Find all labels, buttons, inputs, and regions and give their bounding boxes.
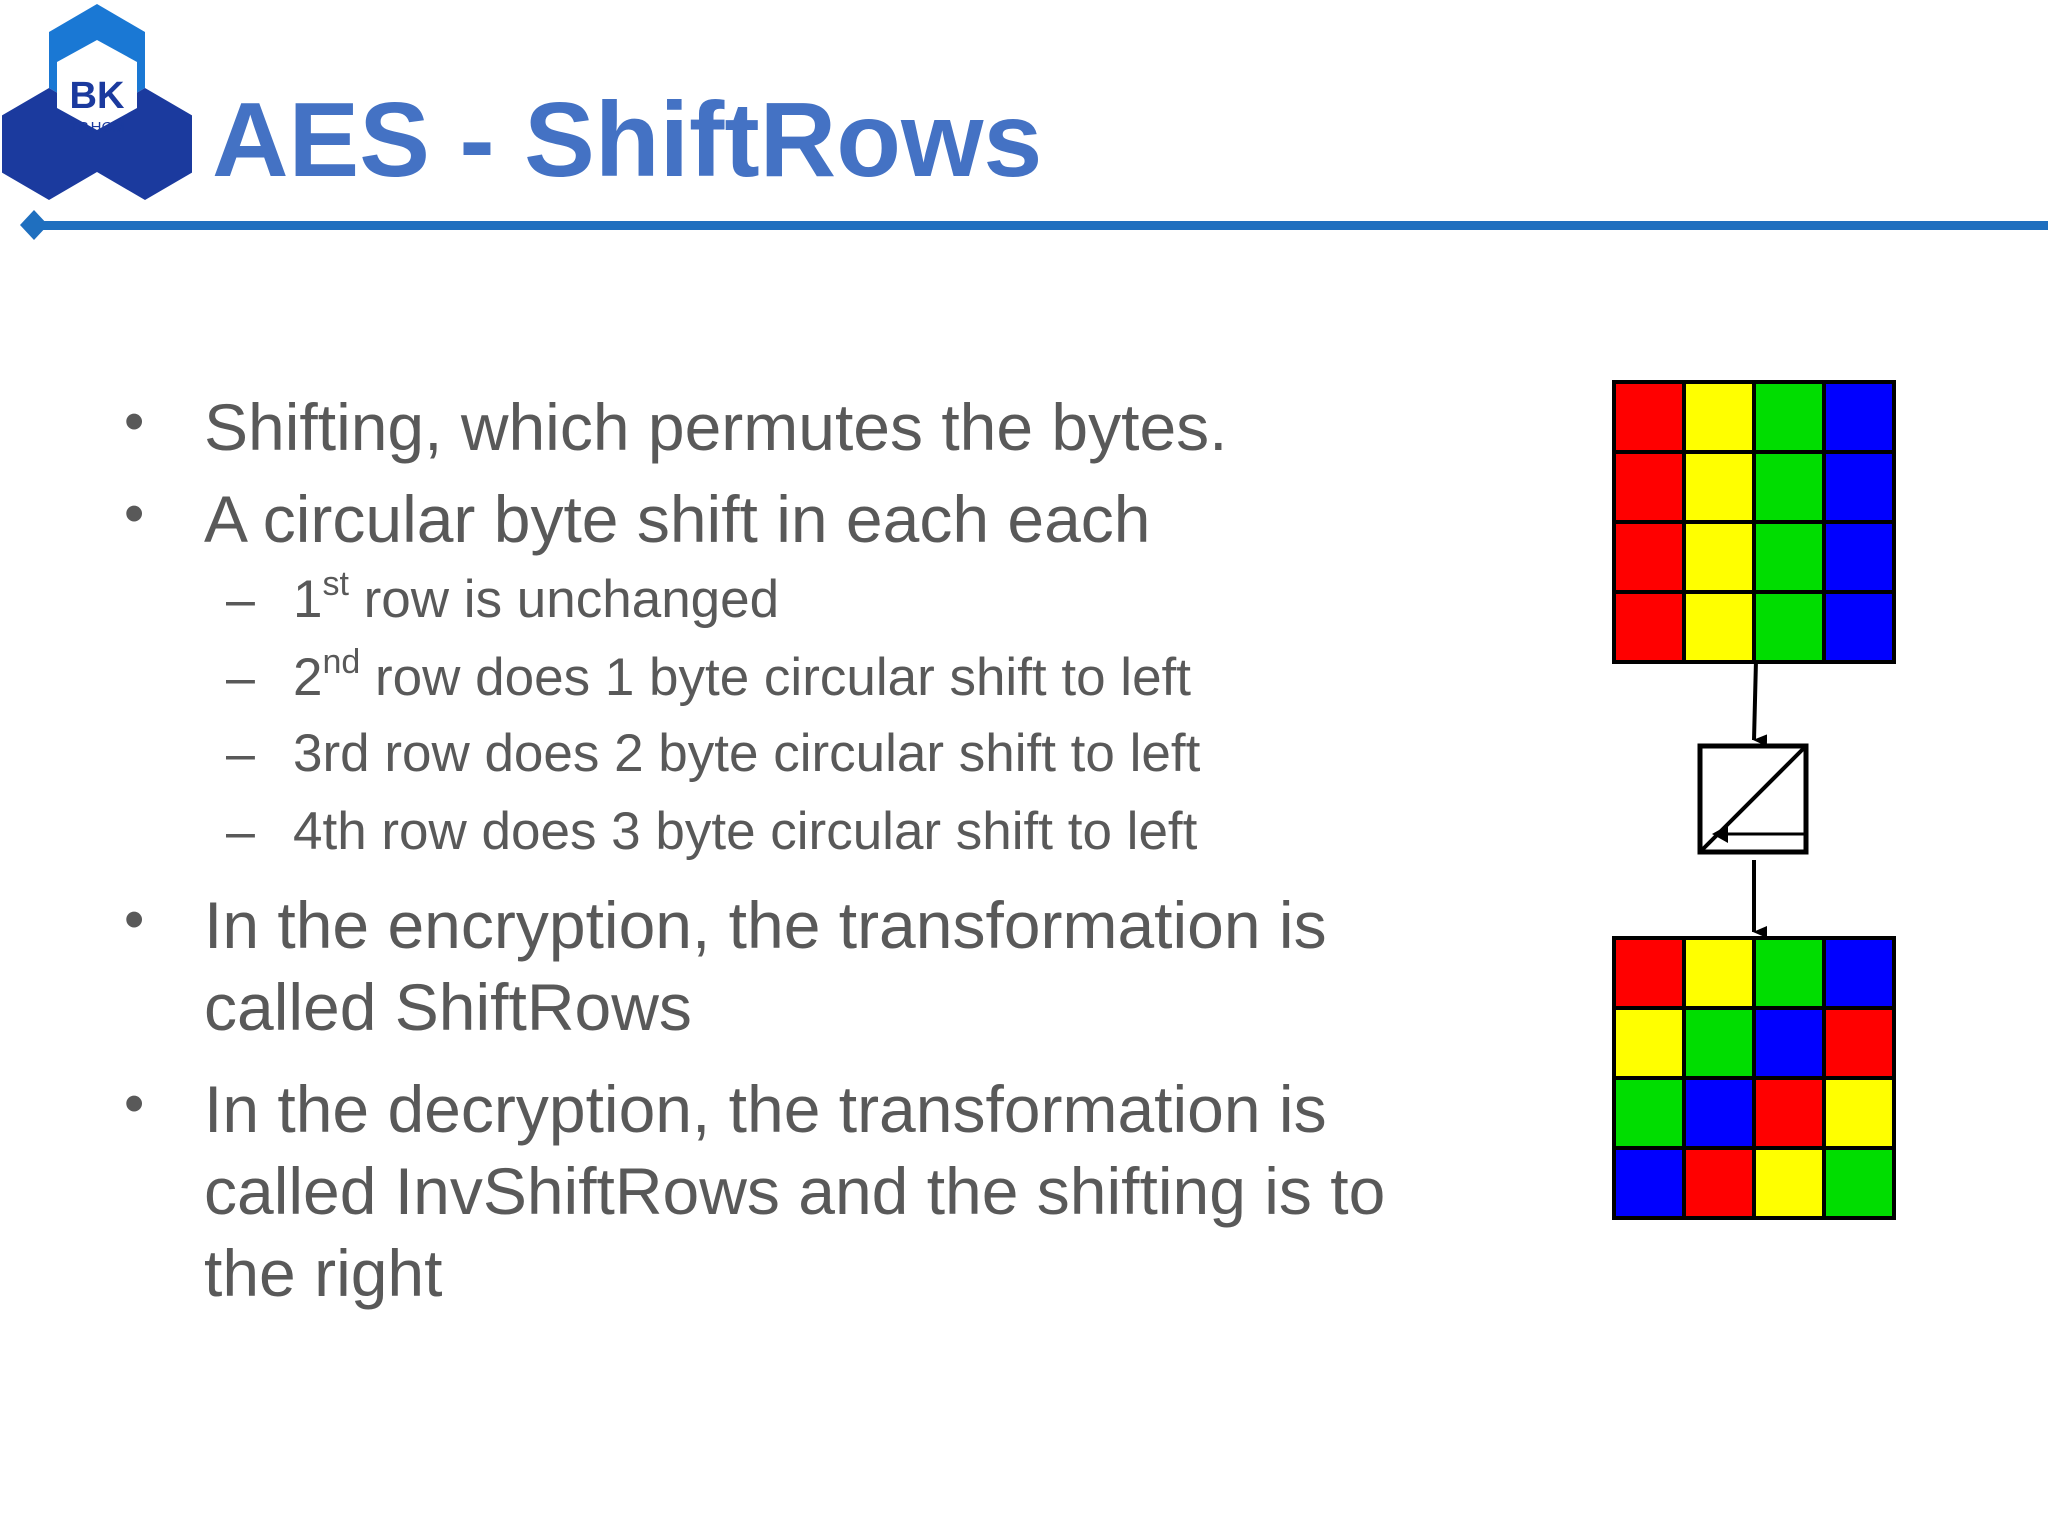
state-cell bbox=[1684, 1148, 1754, 1218]
state-cell bbox=[1684, 1078, 1754, 1148]
ordinal: 2 bbox=[293, 648, 323, 707]
state-cell bbox=[1824, 592, 1894, 662]
bullet-text-line: In the decryption, the transformation is bbox=[204, 1072, 1327, 1146]
bullet-dot: • bbox=[124, 1071, 145, 1136]
state-cell bbox=[1824, 522, 1894, 592]
dash-mark: – bbox=[226, 725, 255, 783]
state-cell bbox=[1754, 382, 1824, 452]
sub-bullet-text bbox=[293, 565, 1493, 632]
state-cell bbox=[1684, 452, 1754, 522]
shiftrows-diagram bbox=[1590, 360, 1920, 1240]
state-cell bbox=[1684, 382, 1754, 452]
state-cell bbox=[1754, 592, 1824, 662]
arrow-down bbox=[1754, 660, 1756, 740]
state-cell bbox=[1684, 1008, 1754, 1078]
sub-bullet-text: 4th row does 3 byte circular shift to left bbox=[293, 802, 1198, 861]
state-cell bbox=[1754, 1078, 1824, 1148]
state-cell bbox=[1614, 382, 1684, 452]
state-grid-after bbox=[1614, 938, 1894, 1218]
sub-bullet-rest: row does 1 byte circular shift to left bbox=[360, 648, 1191, 707]
bullet-dot: • bbox=[124, 389, 145, 454]
dash-mark: – bbox=[226, 649, 255, 707]
state-cell bbox=[1824, 1078, 1894, 1148]
state-cell bbox=[1614, 522, 1684, 592]
state-cell bbox=[1824, 1008, 1894, 1078]
state-grid-before bbox=[1614, 382, 1894, 662]
bullet-dot: • bbox=[124, 481, 145, 546]
state-cell bbox=[1824, 382, 1894, 452]
state-cell bbox=[1614, 592, 1684, 662]
state-cell bbox=[1614, 1078, 1684, 1148]
sub-bullet-rest: row is unchanged bbox=[348, 570, 780, 629]
logo-text: BK bbox=[69, 75, 125, 117]
bullet-text-line: the right bbox=[204, 1236, 443, 1310]
dash-mark: – bbox=[226, 803, 255, 861]
state-cell bbox=[1754, 452, 1824, 522]
bullet-text-line: called InvShiftRows and the shifting is to bbox=[204, 1154, 1386, 1228]
state-cell bbox=[1754, 522, 1824, 592]
state-cell bbox=[1754, 938, 1824, 1008]
sub-bullet-text: 3rd row does 2 byte circular shift to left bbox=[293, 724, 1201, 783]
state-cell bbox=[1614, 938, 1684, 1008]
state-cell bbox=[1684, 938, 1754, 1008]
state-cell bbox=[1684, 522, 1754, 592]
state-cell bbox=[1754, 1008, 1824, 1078]
state-cell bbox=[1614, 1148, 1684, 1218]
slide-title: AES - ShiftRows bbox=[212, 81, 1043, 199]
ordinal-suffix: nd bbox=[322, 643, 361, 681]
state-cell bbox=[1614, 452, 1684, 522]
ordinal: 1 bbox=[293, 570, 323, 629]
bullet-text: A circular byte shift in each each bbox=[204, 482, 1151, 556]
shift-rows-icon bbox=[1700, 746, 1806, 852]
sub-bullet-text bbox=[293, 643, 1493, 710]
state-cell bbox=[1614, 1008, 1684, 1078]
ordinal-suffix: st bbox=[322, 565, 349, 603]
bullet-dot: • bbox=[124, 887, 145, 952]
state-cell bbox=[1824, 1148, 1894, 1218]
bullet-text: Shifting, which permutes the bytes. bbox=[204, 390, 1228, 464]
bullet-text-line: In the encryption, the transformation is bbox=[204, 888, 1327, 962]
state-cell bbox=[1684, 592, 1754, 662]
state-cell bbox=[1824, 938, 1894, 1008]
logo-subtext: TP.HCM bbox=[69, 119, 125, 136]
bullet-text-line: called ShiftRows bbox=[204, 970, 692, 1044]
dash-mark: – bbox=[226, 571, 255, 629]
state-cell bbox=[1824, 452, 1894, 522]
state-cell bbox=[1754, 1148, 1824, 1218]
